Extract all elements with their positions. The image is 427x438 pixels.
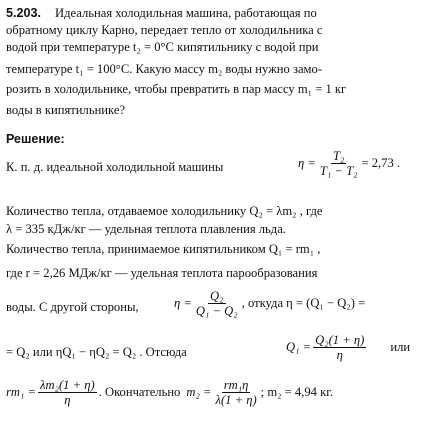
final-mid-text: . Окончательно [98,385,181,399]
q1-denominator: η [336,348,343,362]
q1-formula [286,333,410,362]
rm1-denominator: η [64,393,71,407]
solution-line-2b: λ = 335 кДж/кг — удельная теплота плавления льда. [6,222,286,236]
problem-line-6: воды в кипятильнике? [6,103,126,117]
efficiency-text: К. п. д. идеальной холодильной машины [6,160,224,174]
efficiency-numerator: T₂ [332,149,345,163]
rm1-lhs: rm₁ = [6,385,37,399]
m2-lhs: m₂ = [186,385,212,399]
problem-line-1 [6,6,421,21]
eta-q-tail: , откуда η = (Q₁ − Q₂) = [241,296,366,310]
eta-q-lhs: η = [174,296,192,310]
final-formula [6,378,333,407]
m2-numerator: rm₁η [223,378,249,392]
q1-numerator: Q₂(1 + η) [315,333,365,347]
efficiency-formula [298,149,400,178]
q1-tail: или [390,340,411,354]
problem-line-5: розить в холодильнике, чтобы превратить в пар массу m₁ = 1 кг [6,82,347,96]
eta-lhs: η = [298,156,316,170]
q1-fraction [313,333,366,362]
eta-q-formula [174,289,365,318]
q1-lhs: Q₁ = [286,340,312,354]
problem-text-1: Идеальная холодильная машина, работающая по [55,6,317,20]
problem-line-2: обратному циклу Карно, передает тепло от холодильника с [6,23,323,37]
solution-heading: Решение: [6,132,65,146]
efficiency-denominator: T₁ − T₂ [319,164,358,178]
efficiency-result: = 2,73 . [361,156,401,170]
m2-fraction [213,378,258,407]
solution-line-5-text: = Q₂ или ηQ₁ − ηQ₂ = Q₂ . Отсюда [6,345,187,359]
problem-number: 5.203. [6,6,42,20]
eta-q-numerator: Q₂ [210,289,224,303]
m2-denominator: λ(1 + η) [215,393,257,407]
solution-line-3b: где r = 2,26 МДж/кг — удельная теплота парообразования [6,266,318,280]
eta-q-denominator: Q₁ − Q₂ [195,304,238,318]
eta-q-fraction [194,289,240,318]
solution-line-4-text: воды. С другой стороны, [6,300,139,314]
problem-line-3: водой при температуре t₂ = 0°C кипятильнику с водой при [6,40,319,54]
final-result: ; m₂ = 4,94 кг. [260,385,334,399]
solution-line-2a: Количество тепла, отдаваемое холодильнику Q₂ = λm₂ , где [6,204,323,218]
problem-line-4: температуре t₁ = 100°C. Какую массу m₂ воды нужно замо- [6,62,323,76]
solution-line-3a: Количество тепла, принимаемое кипятильником Q₁ = rm₁ , [6,242,321,256]
rm1-fraction [38,378,97,407]
rm1-numerator: λm₂(1 + η) [40,378,95,392]
efficiency-fraction [318,149,360,178]
